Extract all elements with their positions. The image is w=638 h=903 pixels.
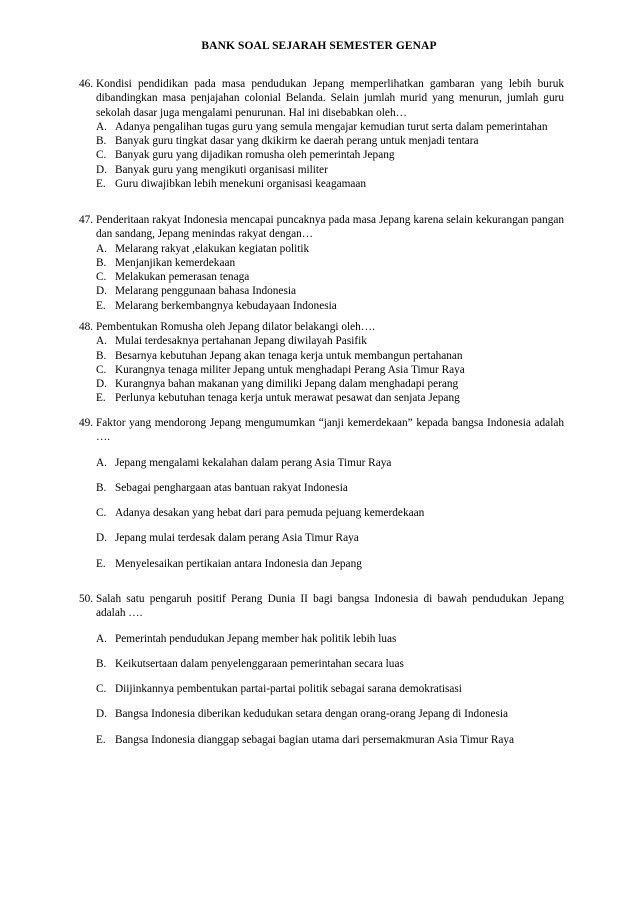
option-text: Bangsa Indonesia dianggap sebagai bagian utama dari persemakmuran Asia Timur Raya bbox=[115, 733, 515, 746]
option-text: Perlunya kebutuhan tenaga kerja untuk merawat pesawat dan senjata Jepang bbox=[115, 392, 460, 405]
option-text: Mulai terdesaknya pertahanan Jepang diwilayah Pasifik bbox=[115, 335, 367, 348]
option-e bbox=[96, 299, 564, 313]
option-c bbox=[96, 363, 564, 377]
option-c bbox=[96, 506, 564, 520]
option-a bbox=[96, 120, 564, 134]
option-letter: E. bbox=[96, 557, 106, 570]
option-b bbox=[96, 134, 564, 148]
option-text: Melakukan pemerasan tenaga bbox=[115, 271, 250, 284]
option-e bbox=[96, 557, 564, 571]
option-d bbox=[96, 377, 564, 391]
question-text: Pembentukan Romusha oleh Jepang dilator belakangi oleh…. bbox=[96, 321, 375, 333]
option-text: Banyak guru yang dijadikan romusha oleh pemerintah Jepang bbox=[115, 149, 395, 162]
option-text: Menjanjikan kemerdekaan bbox=[115, 256, 236, 269]
option-list bbox=[79, 334, 564, 405]
question-text: Salah satu pengaruh positif Perang Dunia II bagi bangsa Indonesia di bawah pendudukan Jepang adalah …. bbox=[96, 593, 564, 620]
option-letter: E. bbox=[96, 299, 106, 312]
option-letter: D. bbox=[96, 708, 107, 721]
option-letter: E. bbox=[96, 178, 106, 191]
option-text: Menyelesaikan pertikaian antara Indonesia dan Jepang bbox=[115, 557, 362, 570]
option-text: Sebagai penghargaan atas bantuan rakyat Indonesia bbox=[115, 481, 348, 494]
option-c bbox=[96, 148, 564, 162]
option-text: Diijinkannya pembentukan partai-partai politik sebagai sarana demokratisasi bbox=[115, 683, 462, 696]
question-number: 49. bbox=[79, 417, 94, 429]
option-text: Banyak guru tingkat dasar yang dkikirm ke daerah perang untuk menjadi tentara bbox=[115, 135, 479, 148]
option-a bbox=[96, 242, 564, 256]
option-letter: C. bbox=[96, 149, 107, 162]
option-text: Kurangnya bahan makanan yang dimiliki Jepang dalam menghadapi perang bbox=[115, 378, 459, 391]
question-text: Kondisi pendidikan pada masa pendudukan Jepang memperlihatkan gambaran yang lebih buruk dibandingkan masa penjajahan colonial Belanda. Selain jumlah murid yang menurun, jumlah guru sekolah dasar juga mengalami penurunan. Hal ini disebabkan oleh… bbox=[96, 78, 564, 119]
option-text: Melarang penggunaan bahasa Indonesia bbox=[115, 285, 296, 298]
option-letter: C. bbox=[96, 271, 107, 284]
option-b bbox=[96, 481, 564, 495]
option-d bbox=[96, 163, 564, 177]
option-text: Besarnya kebutuhan Jepang akan tenaga kerja untuk membangun pertahanan bbox=[115, 349, 463, 362]
option-letter: A. bbox=[96, 456, 107, 469]
question-number: 48. bbox=[79, 321, 94, 333]
option-letter: E. bbox=[96, 733, 106, 746]
question-48 bbox=[79, 320, 564, 406]
option-c bbox=[96, 270, 564, 284]
option-letter: A. bbox=[96, 632, 107, 645]
option-letter: A. bbox=[96, 120, 107, 133]
page-title: BANK SOAL SEJARAH SEMESTER GENAP bbox=[201, 40, 437, 52]
option-d bbox=[96, 284, 564, 298]
option-text: Adanya pengalihan tugas guru yang semula mengajar kemudian turut serta dalam pemerintahan bbox=[115, 120, 548, 133]
question-46 bbox=[79, 77, 564, 191]
option-a bbox=[96, 632, 564, 646]
option-text: Pemerintah pendudukan Jepang member hak politik lebih luas bbox=[115, 632, 397, 645]
option-e bbox=[96, 391, 564, 405]
question-number: 50. bbox=[79, 593, 94, 605]
question-number: 46. bbox=[79, 78, 94, 90]
option-letter: D. bbox=[96, 532, 107, 545]
option-text: Jepang mulai terdesak dalam perang Asia Timur Raya bbox=[115, 532, 359, 545]
option-letter: D. bbox=[96, 285, 107, 298]
option-a bbox=[96, 334, 564, 348]
option-letter: B. bbox=[96, 349, 107, 362]
question-text: Faktor yang mendorong Jepang mengumumkan “janji kemerdekaan” kepada bangsa Indonesia adalah …. bbox=[96, 417, 564, 444]
option-text: Kurangnya tenaga militer Jepang untuk menghadapi Perang Asia Timur Raya bbox=[115, 363, 465, 376]
question-50 bbox=[79, 592, 564, 747]
option-list bbox=[79, 120, 564, 191]
option-text: Melarang rakyat ,elakukan kegiatan politik bbox=[115, 242, 310, 255]
option-b bbox=[96, 349, 564, 363]
option-b bbox=[96, 256, 564, 270]
option-letter: C. bbox=[96, 507, 107, 520]
option-e bbox=[96, 733, 564, 747]
question-text: Penderitaan rakyat Indonesia mencapai puncaknya pada masa Jepang karena selain kekurangan pangan dan sandang, Jepang menindas rakyat dengan… bbox=[96, 214, 564, 241]
option-letter: C. bbox=[96, 683, 107, 696]
option-text: Melarang berkembangnya kebudayaan Indonesia bbox=[115, 299, 337, 312]
option-letter: A. bbox=[96, 335, 107, 348]
option-letter: C. bbox=[96, 363, 107, 376]
option-d bbox=[96, 707, 564, 721]
option-letter: B. bbox=[96, 256, 107, 269]
option-text: Jepang mengalami kekalahan dalam perang Asia Timur Raya bbox=[115, 456, 392, 469]
option-text: Adanya desakan yang hebat dari para pemuda pejuang kemerdekaan bbox=[115, 507, 425, 520]
option-text: Guru diwajibkan lebih menekuni organisasi keagamaan bbox=[115, 178, 367, 191]
option-letter: B. bbox=[96, 481, 107, 494]
option-letter: A. bbox=[96, 242, 107, 255]
option-letter: D. bbox=[96, 163, 107, 176]
option-c bbox=[96, 682, 564, 696]
option-d bbox=[96, 531, 564, 545]
option-list bbox=[79, 242, 564, 313]
option-b bbox=[96, 657, 564, 671]
option-letter: D. bbox=[96, 378, 107, 391]
question-49 bbox=[79, 416, 564, 571]
question-number: 47. bbox=[79, 214, 94, 226]
option-text: Bangsa Indonesia diberikan kedudukan setara dengan orang-orang Jepang di Indonesia bbox=[115, 708, 509, 721]
question-47 bbox=[79, 213, 564, 313]
option-e bbox=[96, 177, 564, 191]
option-list bbox=[79, 456, 564, 571]
option-letter: B. bbox=[96, 135, 107, 148]
option-text: Banyak guru yang mengikuti organisasi militer bbox=[115, 163, 328, 176]
option-list bbox=[79, 632, 564, 747]
option-letter: E. bbox=[96, 392, 106, 405]
option-a bbox=[96, 456, 564, 470]
option-letter: B. bbox=[96, 657, 107, 670]
option-text: Keikutsertaan dalam penyelenggaraan pemerintahan secara luas bbox=[115, 657, 404, 670]
